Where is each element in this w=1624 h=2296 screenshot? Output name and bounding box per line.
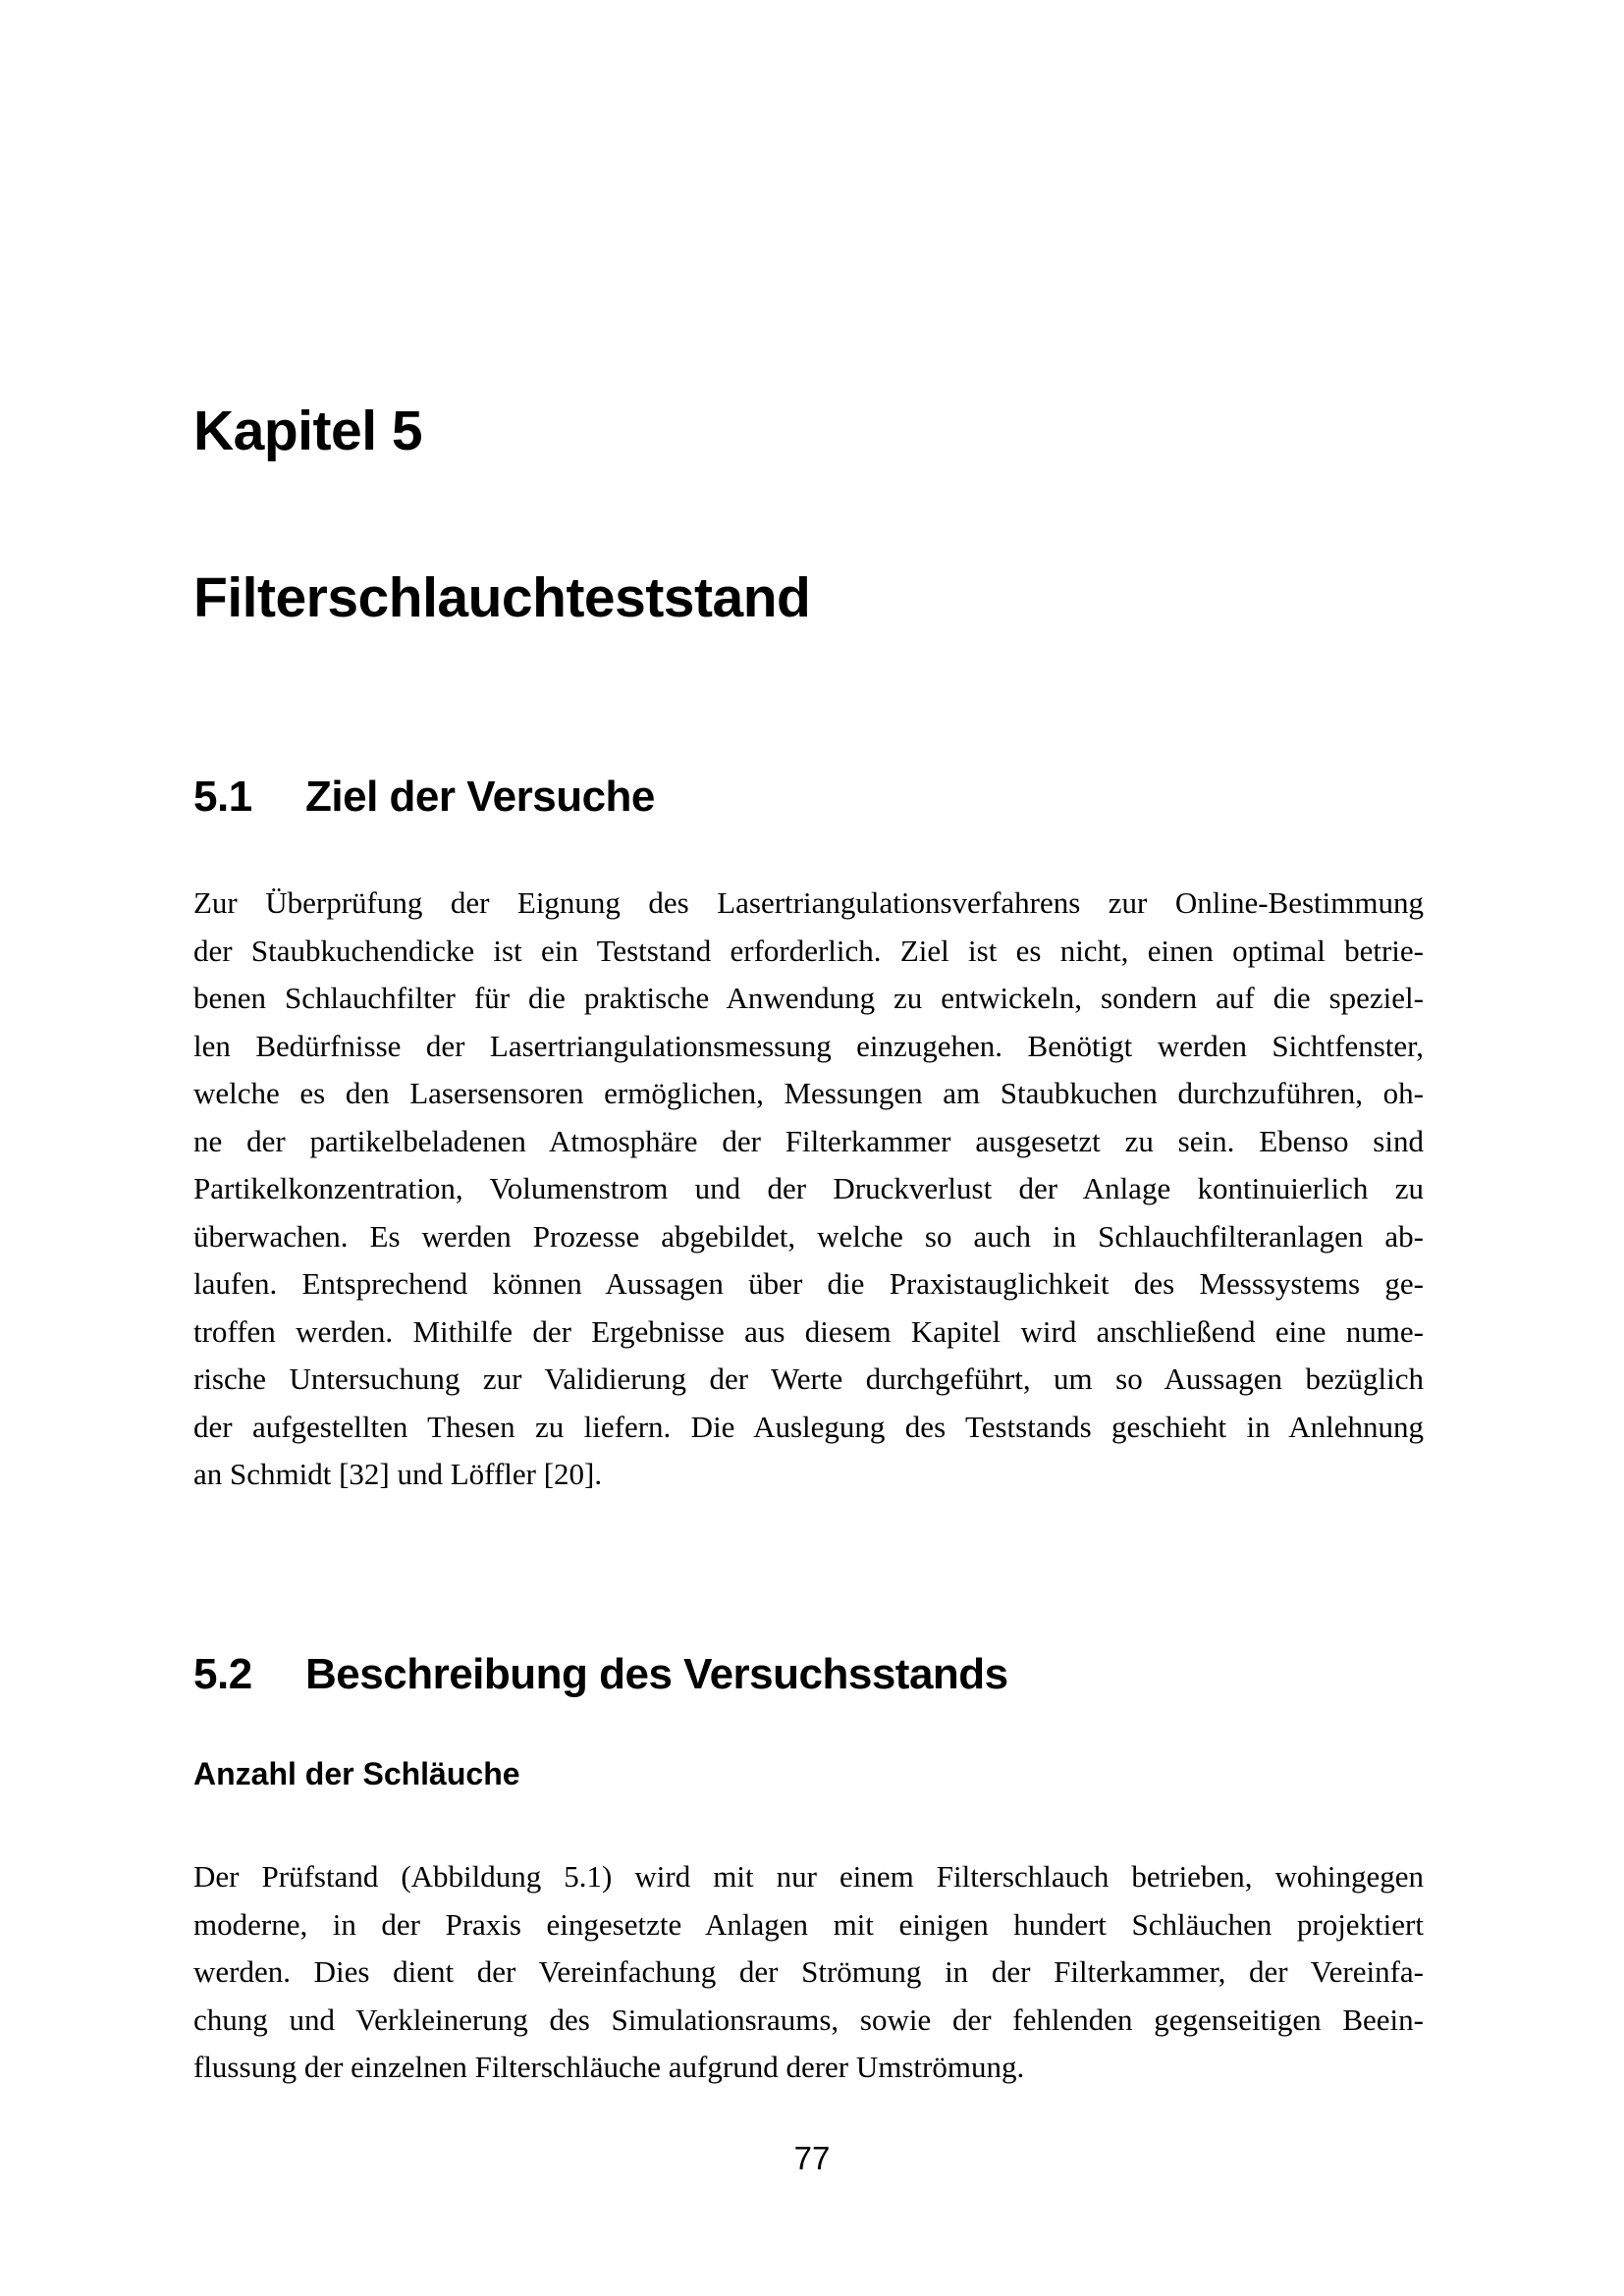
text-line: len Bedürfnisse der Lasertriangulationsmessung einzugehen. Benötigt werden Sichtfenster, xyxy=(193,1028,1424,1063)
section-title: Ziel der Versuche xyxy=(305,773,655,821)
chapter-title: Filterschlauchteststand xyxy=(193,566,811,629)
section-heading-5-2 xyxy=(193,1651,1424,1698)
section-title: Beschreibung des Versuchsstands xyxy=(305,1650,1008,1698)
section-heading-5-1 xyxy=(193,774,1424,821)
text-line: ne der partikelbeladenen Atmosphäre der Filterkammer ausgesetzt zu sein. Ebenso sind xyxy=(193,1123,1424,1158)
chapter-number: Kapitel 5 xyxy=(193,400,423,462)
text-line: werden. Dies dient der Vereinfachung der Strömung in der Filterkammer, der Vereinfa- xyxy=(193,1954,1424,1989)
text-line: troffen werden. Mithilfe der Ergebnisse aus diesem Kapitel wird anschließend eine nume- xyxy=(193,1313,1424,1349)
text-line: moderne, in der Praxis eingesetzte Anlagen mit einigen hundert Schläuchen projektiert xyxy=(193,1906,1424,1942)
text-line: Der Prüfstand (Abbildung 5.1) wird mit nur einem Filterschlauch betrieben, wohingegen xyxy=(193,1859,1424,1894)
text-line: Partikelkonzentration, Volumenstrom und der Druckverlust der Anlage kontinuierlich zu xyxy=(193,1171,1424,1205)
text-line: welche es den Lasersensoren ermöglichen, Messungen am Staubkuchen durchzuführen, oh- xyxy=(193,1076,1424,1110)
text-line: der aufgestellten Thesen zu liefern. Die Auslegung des Teststands geschieht in Anlehnung xyxy=(193,1409,1424,1444)
text-line: chung und Verkleinerung des Simulationsraums, sowie der fehlenden gegenseitigen Beein- xyxy=(193,2002,1424,2037)
text-line: Zur Überprüfung der Eignung des Lasertriangulationsverfahrens zur Online-Bestimmung xyxy=(193,885,1424,920)
text-line: der Staubkuchendicke ist ein Teststand erforderlich. Ziel ist es nicht, einen optimal betrie- xyxy=(193,933,1424,968)
page-number: 77 xyxy=(793,2140,831,2176)
text-line: flussung der einzelnen Filterschläuche aufgrund derer Umströmung. xyxy=(193,2050,1025,2084)
text-line: laufen. Entsprechend können Aussagen über die Praxistauglichkeit des Messsystems ge- xyxy=(193,1266,1424,1301)
paragraph-anzahl-der-schlaeuche xyxy=(193,1853,1424,2092)
text-line: rische Untersuchung zur Validierung der Werte durchgeführt, um so Aussagen bezüglich xyxy=(193,1362,1424,1396)
text-line: überwachen. Es werden Prozesse abgebildet, welche so auch in Schlauchfilteranlagen ab- xyxy=(193,1218,1424,1254)
text-line: benen Schlauchfilter für die praktische Anwendung zu entwickeln, sondern auf die speziel- xyxy=(193,981,1424,1015)
paragraph-ziel-der-versuche xyxy=(193,880,1424,1499)
text-line: an Schmidt [32] und Löffler [20]. xyxy=(193,1457,603,1491)
section-number: 5.1 xyxy=(193,773,252,821)
section-number: 5.2 xyxy=(193,1650,252,1698)
subsection-heading-anzahl-der-schlaeuche: Anzahl der Schläuche xyxy=(193,1756,520,1791)
